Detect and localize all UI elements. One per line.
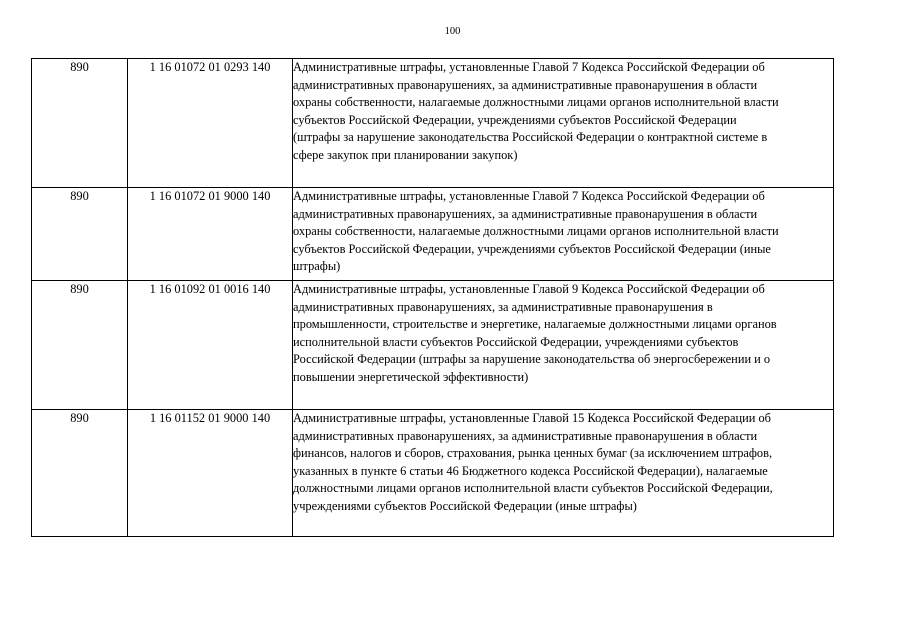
description-line: штрафы) xyxy=(293,259,341,274)
description-line: (штрафы за нарушение законодательства Российской Федерации о контрактной системе в xyxy=(293,130,768,145)
description-line: Российской Федерации (штрафы за нарушение законодательства об энергосбережении и о xyxy=(293,352,771,367)
description-line: субъектов Российской Федерации, учреждениями субъектов Российской Федерации xyxy=(293,112,737,127)
description-line: административных правонарушениях, за административные правонарушения в области xyxy=(293,77,758,92)
table-row xyxy=(32,281,834,410)
page-number: 100 xyxy=(444,26,461,37)
description-line: финансов, налогов и сборов, страхования, рынка ценных бумаг (за исключением штрафов, xyxy=(293,446,773,461)
description-line: Административные штрафы, установленные Главой 9 Кодекса Российской Федерации об xyxy=(293,282,765,296)
description-line: административных правонарушениях, за административные правонарушения в области xyxy=(293,428,758,443)
table-row xyxy=(32,188,834,281)
income-code-cell: 1 16 01092 01 0016 140 xyxy=(128,281,293,410)
admin-code-cell: 890 xyxy=(32,410,128,537)
budget-classification-table xyxy=(31,58,834,537)
description-line: должностными лицами органов исполнительной власти субъектов Российской Федерации, xyxy=(293,481,773,496)
income-code-cell: 1 16 01072 01 0293 140 xyxy=(128,59,293,188)
description-line: исполнительной власти субъектов Российской Федерации, учреждениями субъектов xyxy=(293,334,739,349)
description-line: охраны собственности, налагаемые должностными лицами органов исполнительной власти xyxy=(293,224,779,239)
table-row xyxy=(32,410,834,537)
description-line: Административные штрафы, установленные Главой 7 Кодекса Российской Федерации об xyxy=(293,189,765,203)
description-cell xyxy=(293,188,834,281)
description-line: Административные штрафы, установленные Главой 7 Кодекса Российской Федерации об xyxy=(293,60,765,74)
description-line: учреждениями субъектов Российской Федерации (иные штрафы) xyxy=(293,498,637,513)
table-row xyxy=(32,59,834,188)
description-line: сфере закупок при планировании закупок) xyxy=(293,147,518,162)
description-cell xyxy=(293,410,834,537)
admin-code-cell: 890 xyxy=(32,188,128,281)
description-line: повышении энергетической эффективности) xyxy=(293,369,529,384)
description-line: указанных в пункте 6 статьи 46 Бюджетного кодекса Российской Федерации), налагаемые xyxy=(293,463,768,478)
description-line: промышленности, строительстве и энергетике, налагаемые должностными лицами органов xyxy=(293,317,777,332)
description-line: Административные штрафы, установленные Главой 15 Кодекса Российской Федерации об xyxy=(293,411,771,425)
description-line: субъектов Российской Федерации, учреждениями субъектов Российской Федерации (иные xyxy=(293,241,771,256)
description-line: охраны собственности, налагаемые должностными лицами органов исполнительной власти xyxy=(293,95,779,110)
description-cell xyxy=(293,59,834,188)
income-code-cell: 1 16 01072 01 9000 140 xyxy=(128,188,293,281)
admin-code-cell: 890 xyxy=(32,59,128,188)
admin-code-cell: 890 xyxy=(32,281,128,410)
description-line: административных правонарушениях, за административные правонарушения в области xyxy=(293,206,758,221)
income-code-cell: 1 16 01152 01 9000 140 xyxy=(128,410,293,537)
description-cell xyxy=(293,281,834,410)
description-line: административных правонарушениях, за административные правонарушения в xyxy=(293,299,713,314)
